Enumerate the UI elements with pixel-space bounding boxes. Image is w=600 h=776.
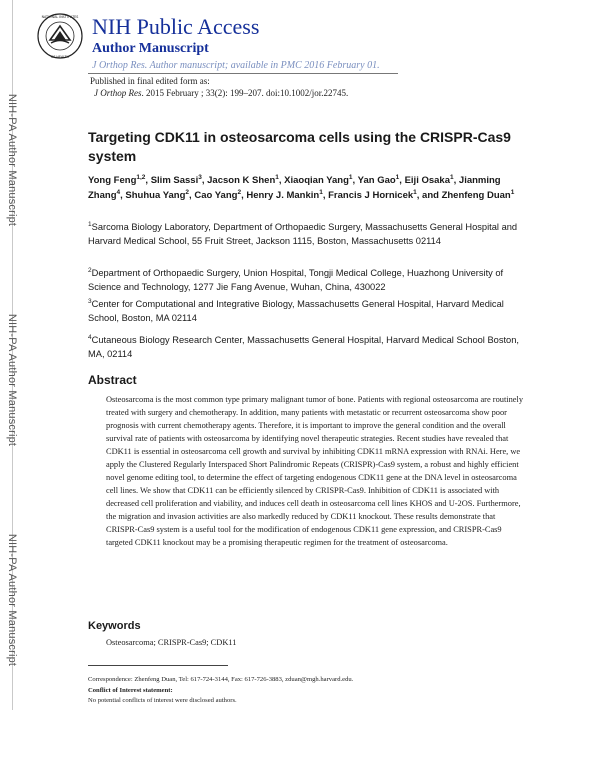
article-title: Targeting CDK11 in osteosarcoma cells using the CRISPR-Cas9 system — [88, 129, 511, 164]
author-manuscript-label: Author Manuscript — [92, 41, 209, 56]
author-name: Jianming Zhang — [88, 175, 501, 201]
sidebar-label: NIH-PA Author Manuscript — [6, 313, 18, 447]
conflict-of-interest-heading: Conflict of Interest statement: — [88, 687, 173, 694]
author-name: Jacson K Shen — [207, 175, 276, 186]
affiliation-text: Department of Orthopaedic Surgery, Union Hospital, Tongji Medical College, Huazhong University of Science and Technology, 1277 Jie Fang Avenue, Wuhan, China, 430022 — [88, 268, 504, 292]
sidebar-label: NIH-PA Author Manuscript — [6, 533, 18, 667]
affiliation-text: Cutaneous Biology Research Center, Massachusetts General Hospital, Harvard Medical School Boston, MA, 02114 — [88, 335, 519, 359]
author-affiliation-marker: 1 — [275, 173, 279, 181]
author-separator: , — [189, 190, 195, 201]
affiliation — [88, 297, 528, 325]
author-name: Yong Feng — [88, 175, 137, 186]
correspondence-note: Correspondence: Zhenfeng Duan, Tel: 617-724-3144, Fax: 617-726-3883, zduan@mgh.harvard.edu. — [88, 676, 354, 683]
author-affiliation-marker: 3 — [198, 173, 202, 181]
author-affiliation-marker: 1 — [395, 173, 400, 181]
nih-logo — [36, 12, 84, 60]
author-separator: , — [241, 190, 247, 201]
author-name: Slim Sassi — [150, 175, 199, 186]
abstract-heading: Abstract — [88, 373, 137, 387]
conflict-of-interest-text: No potential conflicts of interest were disclosed authors. — [88, 697, 237, 704]
affiliation-number: 4 — [88, 333, 92, 341]
author-affiliation-marker: 1 — [510, 188, 515, 196]
author-name: Cao Yang — [194, 190, 238, 201]
affiliation-text: Center for Computational and Integrative Biology, Massachusetts General Hospital, Harvard Medical School, Boston, MA 02114 — [88, 299, 504, 323]
author-name: Shuhua Yang — [125, 190, 186, 201]
author-list — [88, 173, 528, 203]
affiliation — [88, 333, 528, 361]
header-divider — [88, 73, 398, 74]
citation-details: . 2015 February ; 33(2): 199–207. doi:10.1002/jor.22745. — [141, 88, 349, 98]
author-separator: , — [201, 175, 208, 186]
author-affiliation-marker: 4 — [116, 188, 121, 196]
author-affiliation-marker: 1,2 — [136, 173, 146, 181]
author-affiliation-marker: 1 — [319, 188, 323, 196]
author-separator: , — [278, 175, 285, 186]
author-affiliation-marker: 1 — [450, 173, 454, 181]
author-separator: , — [145, 175, 151, 186]
sidebar-label: NIH-PA Author Manuscript — [6, 93, 18, 227]
affiliation — [88, 266, 528, 294]
author-separator: , — [352, 175, 358, 186]
author-affiliation-marker: 1 — [348, 173, 353, 181]
citation — [94, 88, 348, 98]
author-affiliation-marker: 1 — [413, 188, 417, 196]
author-name: Zhenfeng Duan — [441, 190, 511, 201]
author-name: Yan Gao — [357, 175, 396, 186]
author-affiliation-marker: 2 — [237, 188, 242, 196]
affiliation-number: 1 — [88, 220, 92, 228]
author-name: Xiaoqian Yang — [284, 175, 349, 186]
nih-seal-icon — [36, 12, 84, 60]
author-separator: , — [399, 175, 405, 186]
author-name: Eiji Osaka — [404, 175, 450, 186]
nih-public-access-title: NIH Public Access — [92, 14, 260, 39]
citation-journal: J Orthop Res — [94, 88, 142, 98]
author-name: Henry J. Mankin — [246, 190, 320, 201]
svg-text:NATIONAL INSTITUTES: NATIONAL INSTITUTES — [41, 15, 79, 19]
author-separator: , and — [416, 190, 442, 201]
author-affiliation-marker: 2 — [185, 188, 190, 196]
keywords-text: Osteosarcoma; CRISPR-Cas9; CDK11 — [106, 638, 237, 647]
affiliation — [88, 220, 528, 248]
affiliation-number: 3 — [88, 297, 92, 305]
affiliation-text: Sarcoma Biology Laboratory, Department of Orthopaedic Surgery, Massachusetts General Hospital and Harvard Medical School, 55 Fruit Street, Jackson 1115, Boston, Massachusetts 02114 — [88, 222, 518, 246]
author-separator: , — [322, 190, 329, 201]
availability-line: J Orthop Res. Author manuscript; available in PMC 2016 February 01. — [92, 60, 380, 71]
author-separator: , — [453, 175, 459, 186]
affiliation-number: 2 — [88, 266, 92, 274]
abstract-text: Osteosarcoma is the most common type primary malignant tumor of bone. Patients with regional osteosarcoma are routinely treated with surgery and chemotherapy. In addition, many patients with metastatic or recurrent osteosarcoma show poor prognosis with current chemotherapy agents. Therefore, it is important to improve the general condition and the overall survival rate of patients with osteosarcoma by identifying novel therapeutic strategies. Recent studies have revealed that CDK11 is essential in osteosarcoma cell growth and survival by inhibiting CDK11 mRNA expression with RNAi. Here, we apply the Clustered Regularly Interspaced Short Palindromic Repeats (CRISPR)-Cas9 system, a robust and highly efficient novel genome editing tool, to determine the effect of targeting endogenous CDK11 gene at the DNA level in osteosarcoma cell lines. We show that CDK11 can be efficiently silenced by CRISPR-Cas9. Inhibition of CDK11 is associated with decreased cell proliferation and viability, and induces cell death in osteosarcoma cell lines KHOS and U-2OS. Furthermore, the migration and invasion activities are also markedly reduced by CDK11 knockout. These results demonstrate that CRISPR-Cas9 system is a useful tool for the modification of endogenous CDK11 gene expression, and CRISPR-Cas9 targeted CDK11 knockout may be a promising therapeutic regimen for the treatment of osteosarcoma. — [106, 395, 524, 547]
author-name: Francis J Hornicek — [328, 190, 414, 201]
svg-text:OF HEALTH: OF HEALTH — [50, 55, 70, 59]
footnote-divider — [88, 665, 228, 666]
keywords-heading: Keywords — [88, 620, 141, 632]
published-in-label: Published in final edited form as: — [90, 76, 210, 86]
author-separator: , — [120, 190, 126, 201]
